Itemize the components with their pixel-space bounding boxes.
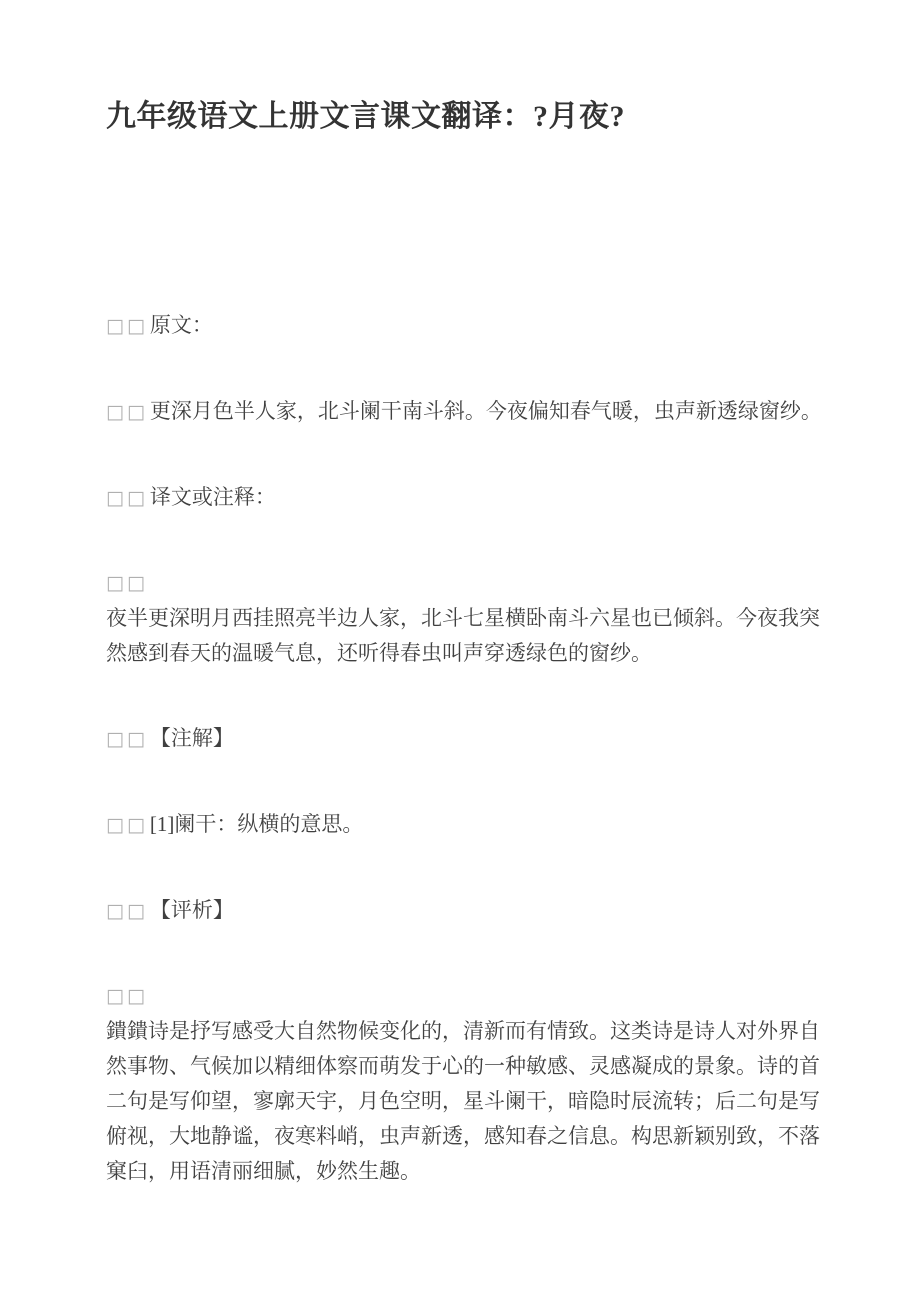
paragraph-label-translation [106,480,831,516]
placeholder-boxes: □□ [106,728,148,750]
translation-text: 夜半更深明月西挂照亮半边人家，北斗七星横卧南斗六星也已倾斜。今夜我突然感到春天的温暖气息，还听得春虫叫声穿透绿色的窗纱。 [106,606,820,665]
paragraph-poem [106,394,831,430]
paragraph-label-original [106,308,831,344]
placeholder-boxes: □□ [106,401,148,423]
label-annotation-text: 【注解】 [149,726,234,750]
paragraph-annotation-item [106,807,831,843]
placeholder-boxes: □□ [106,487,148,509]
poem-text: 更深月色半人家，北斗阑干南斗斜。今夜偏知春气暖，虫声新透绿窗纱。 [149,399,822,423]
placeholder-boxes: □□ [106,985,148,1007]
placeholder-boxes: □□ [106,315,148,337]
placeholder-boxes: □□ [106,814,148,836]
placeholder-boxes: □□ [106,572,148,594]
paragraph-label-annotation [106,721,831,757]
paragraph-commentary [106,979,831,1189]
annotation-item-text: [1]阑干：纵横的意思。 [149,812,364,836]
paragraph-translation [106,566,831,671]
commentary-text: 鐀鐀诗是抒写感受大自然物候变化的，清新而有情致。这类诗是诗人对外界自然事物、气候加以精细体察而萌发于心的一种敏感、灵感凝成的景象。诗的首二句是写仰望，寥廓天宇，月色空明，星斗阑干，暗隐时辰流转；后二句是写俯视，大地静谧，夜寒料峭，虫声新透，感知春之信息。构思新颖别致，不落窠臼，用语清丽细腻，妙然生趣。 [106,1019,820,1183]
label-original-text: 原文： [149,313,213,337]
label-translation-text: 译文或注释： [149,485,276,509]
label-commentary-text: 【评析】 [149,898,234,922]
placeholder-boxes: □□ [106,900,148,922]
document-title: 九年级语文上册文言课文翻译：?月夜? [106,100,625,133]
paragraph-label-commentary [106,893,831,929]
